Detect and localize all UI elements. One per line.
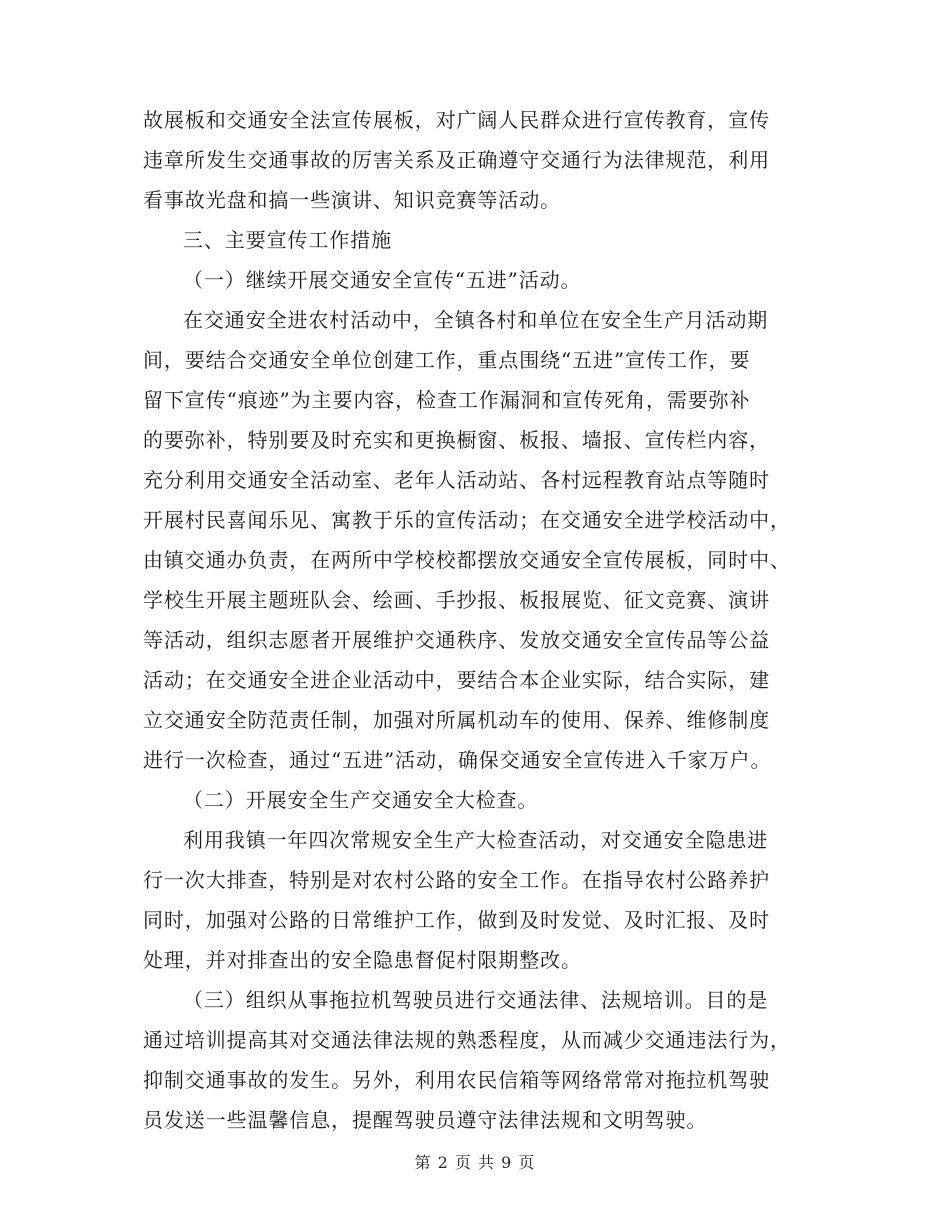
text-line: 由镇交通办负责，在两所中学校校都摆放交通安全宣传展板，同时中、 [143, 548, 791, 572]
text-line: 抑制交通事故的发生。另外，利用农民信箱等网络常常对拖拉机驾驶 [143, 1068, 770, 1092]
text-line: 等活动，组织志愿者开展维护交通秩序、发放交通安全宣传品等公益 [143, 628, 770, 652]
text-line: 进行一次检查，通过“五进”活动，确保交通安全宣传进入千家万户。 [143, 748, 772, 772]
text-line: 立交通安全防范责任制，加强对所属机动车的使用、保养、维修制度 [143, 708, 770, 732]
text-line: 开展村民喜闻乐见、寓教于乐的宣传活动；在交通安全进学校活动中， [143, 508, 791, 532]
text-line: 充分利用交通安全活动室、老年人活动站、各村远程教育站点等随时 [143, 468, 770, 492]
text-line: 通过培训提高其对交通法律法规的熟悉程度，从而减少交通违法行为， [143, 1028, 791, 1052]
subsection-heading: （二）开展安全生产交通安全大检查。 [183, 788, 539, 812]
document-body [143, 100, 807, 1140]
text-line: 行一次大排查，特别是对农村公路的安全工作。在指导农村公路养护 [143, 868, 770, 892]
subsection-heading: （一）继续开展交通安全宣传“五进”活动。 [183, 268, 582, 292]
text-line: 故展板和交通安全法宣传展板，对广阔人民群众进行宣传教育，宣传 [143, 108, 770, 132]
text-line: 员发送一些温馨信息，提醒驾驶员遵守法律法规和文明驾驶。 [143, 1108, 708, 1132]
paragraph-start: 在交通安全进农村活动中，全镇各村和单位在安全生产月活动期 [183, 308, 769, 332]
text-line: 学校生开展主题班队会、绘画、手抄报、板报展览、征文竞赛、演讲 [143, 588, 770, 612]
page-number-footer: 第 2 页 共 9 页 [414, 1153, 536, 1172]
paragraph-start: 利用我镇一年四次常规安全生产大检查活动，对交通安全隐患进 [183, 828, 769, 852]
text-line: 间，要结合交通安全单位创建工作，重点围绕“五进”宣传工作，要 [143, 348, 751, 372]
text-line: 的要弥补，特别要及时充实和更换橱窗、板报、墙报、宣传栏内容， [143, 428, 770, 452]
text-line: 同时，加强对公路的日常维护工作，做到及时发觉、及时汇报、及时 [143, 908, 770, 932]
text-line: 活动；在交通安全进企业活动中，要结合本企业实际，结合实际，建 [143, 668, 770, 692]
text-line: 看事故光盘和搞一些演讲、知识竞赛等活动。 [143, 188, 561, 212]
subsection-heading: （三）组织从事拖拉机驾驶员进行交通法律、法规培训。目的是 [183, 988, 769, 1012]
text-line: 处理，并对排查出的安全隐患督促村限期整改。 [143, 948, 582, 972]
section-heading: 三、主要宣传工作措施 [183, 228, 392, 252]
text-line: 违章所发生交通事故的厉害关系及正确遵守交通行为法律规范，利用 [143, 148, 770, 172]
text-line: 留下宣传“痕迹”为主要内容，检查工作漏洞和宣传死角，需要弥补 [143, 388, 751, 412]
